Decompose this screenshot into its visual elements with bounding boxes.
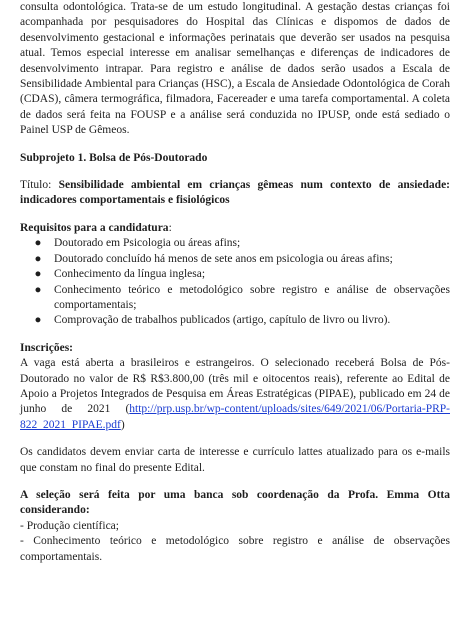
- application-instructions: Os candidatos devem enviar carta de interesse e currículo lattes atualizado para os e-mails que constam no final do presente Edital.: [20, 446, 450, 474]
- list-item: [32, 283, 450, 314]
- inscricoes-text: A vaga está aberta a brasileiros e estrangeiros. O selecionado receberá Bolsa de Pós-Doutorado no valor de R$ R$3.800,00 (três mil e oitocentos reais), referente ao Edital de Apoio a Projetos Integrados de Pesquisa em Áreas Estratégicas (PIPAE), publicado em 24 de junho de 2021 (: [20, 357, 450, 416]
- requirements-list: [20, 236, 450, 328]
- list-item: [32, 252, 450, 267]
- subproject-heading: Subprojeto 1. Bolsa de Pós-Doutorado: [20, 151, 208, 164]
- inscricoes-paragraph: [20, 356, 450, 433]
- subproject-title: [20, 178, 450, 209]
- requirement-text: Conhecimento teórico e metodológico sobre registro e análise de observações comportamentais;: [54, 283, 450, 311]
- inscricoes-heading: Inscrições:: [20, 341, 74, 354]
- title-text: Sensibilidade ambiental em crianças gêmeas num contexto de ansiedade: indicadores comportamentais e fisiológicos: [20, 179, 451, 207]
- list-item: [32, 313, 450, 328]
- bullet-icon: ●: [34, 314, 42, 327]
- selection-criteria-list: [20, 519, 450, 565]
- list-item: [32, 267, 450, 282]
- requirement-text: Comprovação de trabalhos publicados (artigo, capítulo de livro ou livro).: [54, 314, 391, 327]
- list-item: [32, 236, 450, 251]
- bullet-icon: ●: [34, 268, 42, 281]
- selection-heading: A seleção será feita por uma banca sob coordenação da Profa. Emma Otta considerando:: [20, 488, 450, 517]
- bullet-icon: ●: [34, 237, 42, 250]
- intro-paragraph: consulta odontológica. Trata-se de um estudo longitudinal. A gestação destas crianças foi acompanhada por pesquisadores do Hospital das Clínicas e dispomos de dados de desenvolvimento gestacional e informações perinatais que deverão ser usados na pesquisa atual. Temos especial interesse em analisar semelhanças e diferenças de indicadores de desenvolvimento intrapar. Para registro e análise de dados serão usados a Escala de Sensibilidade Ambiental para Crianças (HSC), a Escala de Ansiedade Odontológica de Corah (CDAS), câmera termográfica, filmadora, Facereader e uma tarefa comportamental. A coleta de dados será feita na FOUSP e a análise será conduzida no IPUSP, onde está sediado o Painel USP de Gêmeos.: [20, 1, 450, 137]
- list-item: - Produção científica;: [20, 519, 119, 532]
- list-item: - Conhecimento teórico e metodológico sobre registro e análise de observações comportamentais.: [20, 535, 450, 563]
- requirements-colon: :: [168, 221, 172, 234]
- requirement-text: Conhecimento da língua inglesa;: [54, 268, 206, 281]
- title-label: Título:: [20, 179, 59, 192]
- portaria-link[interactable]: http://prp.usp.br/wp-content/uploads/sites/649/2021/06/Portaria-PRP-822_2021_PIPAE.pdf: [20, 403, 450, 431]
- requirements-heading: Requisitos para a candidatura: [20, 221, 169, 234]
- requirement-text: Doutorado concluído há menos de sete anos em psicologia ou áreas afins;: [54, 252, 393, 265]
- bullet-icon: ●: [34, 252, 42, 265]
- requirements-heading-line: [20, 221, 450, 236]
- requirement-text: Doutorado em Psicologia ou áreas afins;: [54, 237, 241, 250]
- bullet-icon: ●: [34, 283, 42, 296]
- inscricoes-text-end: ): [120, 418, 125, 431]
